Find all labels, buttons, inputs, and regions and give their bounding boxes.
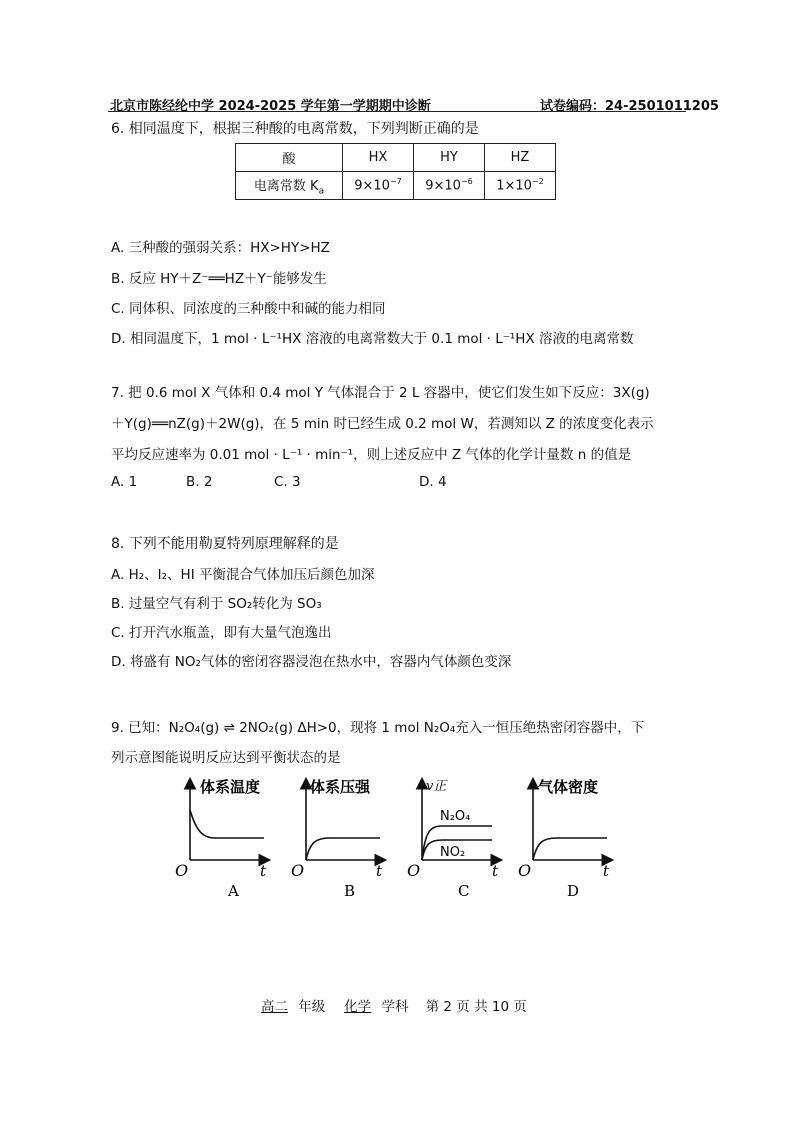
- ka-value-hz: [485, 172, 556, 200]
- graph-a-origin: O: [175, 861, 189, 880]
- ka-value-hx: [343, 172, 414, 200]
- graph-c-letter: C: [458, 882, 470, 900]
- graph-d-origin: O: [518, 861, 532, 880]
- footer-grade-word: 年级: [298, 999, 326, 1015]
- page-footer: [255, 995, 527, 1015]
- graph-d-xlabel: t: [603, 862, 610, 880]
- ka-hx-base: 9×10: [354, 178, 390, 194]
- graph-b-origin: O: [291, 861, 305, 880]
- graph-d-letter: D: [567, 882, 580, 900]
- q8-option-b: B. 过量空气有利于 SO₂转化为 SO₃: [111, 596, 322, 612]
- ka-hy-base: 9×10: [425, 178, 461, 194]
- q9-graphs: [170, 770, 620, 900]
- q7-line-2: ＋Y(g)══nZ(g)＋2W(g)，在 5 min 时已经生成 0.2 mol W，若测知以 Z 的浓度变化表示: [111, 416, 654, 432]
- graph-d-ylabel: 气体密度: [538, 778, 599, 796]
- footer-subject: 化学: [344, 999, 372, 1015]
- q7-line-3: 平均反应速率为 0.01 mol · L⁻¹ · min⁻¹，则上述反应中 Z 气体的化学计量数 n 的值是: [111, 447, 632, 463]
- q8-option-a: A. H₂、I₂、HI 平衡混合气体加压后颜色加深: [111, 567, 375, 583]
- q8-option-c: C. 打开汽水瓶盖，即有大量气泡逸出: [111, 625, 332, 641]
- graph-c-ylabel: v正: [426, 779, 447, 794]
- q7-option-a: A. 1: [111, 474, 138, 490]
- exam-code: 试卷编码：24-2501011205: [540, 99, 719, 114]
- ka-table-value-row: [236, 172, 556, 200]
- q6-option-d: D. 相同温度下，1 mol · L⁻¹HX 溶液的电离常数大于 0.1 mol · L⁻¹HX 溶液的电离常数: [111, 331, 634, 347]
- graph-b: [291, 778, 384, 900]
- graph-c-curve-lower-label: NO₂: [440, 845, 466, 860]
- ka-label-sub: a: [318, 186, 325, 197]
- q8-option-d: D. 将盛有 NO₂气体的密闭容器浸泡在热水中，容器内气体颜色变深: [111, 654, 512, 670]
- graph-b-letter: B: [344, 882, 356, 900]
- graph-a-curve: [190, 810, 264, 838]
- ka-table-header-row: [236, 144, 556, 172]
- ka-hx-exp: −7: [389, 177, 402, 187]
- ka-row-label: [236, 172, 343, 200]
- ka-hz-base: 1×10: [496, 178, 532, 194]
- q7-option-c: C. 3: [274, 474, 301, 490]
- q9-line-1: 9. 已知：N₂O₄(g) ⇌ 2NO₂(g) ΔH>0，现将 1 mol N₂O₄充入一恒压绝热密闭容器中，下: [111, 720, 645, 736]
- graph-a-xlabel: t: [260, 862, 267, 880]
- ka-hz-exp: −2: [531, 177, 544, 187]
- q6-option-c: C. 同体积、同浓度的三种酸中和碱的能力相同: [111, 301, 386, 317]
- graph-b-curve: [306, 838, 380, 860]
- q6-option-a: A. 三种酸的强弱关系：HX>HY>HZ: [111, 240, 330, 256]
- graph-a-ylabel: 体系温度: [200, 778, 261, 796]
- graph-b-ylabel: 体系压强: [310, 778, 371, 796]
- ka-header-acid: 酸: [236, 144, 343, 172]
- ka-header-hx: HX: [343, 144, 414, 172]
- q7-option-b: B. 2: [186, 474, 213, 490]
- footer-subject-word: 学科: [381, 999, 409, 1015]
- graph-d-curve: [533, 838, 607, 860]
- q9-line-2: 列示意图能说明反应达到平衡状态的是: [111, 750, 341, 766]
- ka-value-hy: [414, 172, 485, 200]
- graph-c-origin: O: [407, 861, 421, 880]
- header-rule: [108, 111, 686, 112]
- q6-stem: 6. 相同温度下，根据三种酸的电离常数，下列判断正确的是: [111, 121, 479, 137]
- ka-header-hz: HZ: [485, 144, 556, 172]
- graph-a: [175, 778, 268, 900]
- ka-header-hy: HY: [414, 144, 485, 172]
- footer-grade: 高二: [261, 999, 288, 1015]
- graph-d: [518, 778, 611, 900]
- ka-label-text: 电离常数 K: [253, 178, 319, 194]
- graph-c-xlabel: t: [492, 862, 499, 880]
- ka-table: [235, 143, 556, 200]
- footer-page-number: 第 2 页 共 10 页: [425, 999, 527, 1015]
- q6-option-b: B. 反应 HY＋Z⁻══HZ＋Y⁻能够发生: [111, 271, 327, 287]
- exam-title: 北京市陈经纶中学 2024-2025 学年第一学期期中诊断: [110, 99, 431, 114]
- q7-option-d: D. 4: [419, 474, 447, 490]
- ka-hy-exp: −6: [460, 177, 473, 187]
- q7-line-1: 7. 把 0.6 mol X 气体和 0.4 mol Y 气体混合于 2 L 容器中，使它们发生如下反应：3X(g): [111, 385, 650, 401]
- graph-c: [407, 779, 500, 900]
- graph-a-letter: A: [228, 882, 239, 900]
- graph-c-curve-upper-label: N₂O₄: [440, 809, 471, 824]
- q8-stem: 8. 下列不能用勒夏特列原理解释的是: [111, 536, 339, 552]
- graph-b-xlabel: t: [376, 862, 383, 880]
